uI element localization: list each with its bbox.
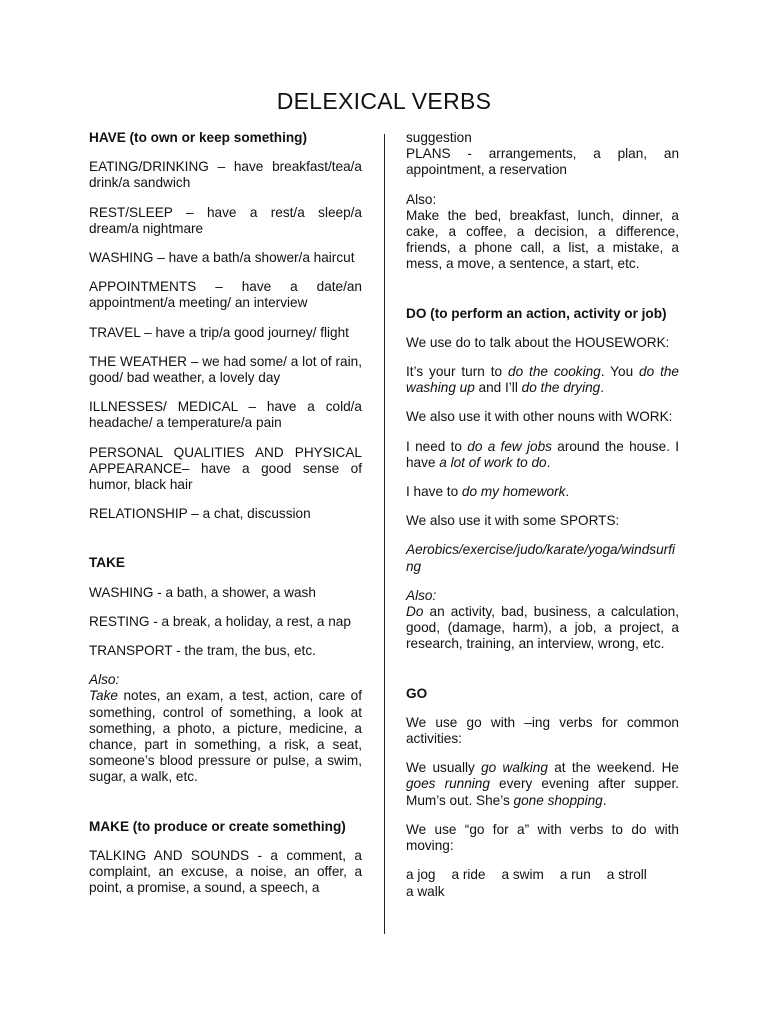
take-heading: TAKE	[89, 555, 125, 571]
have-item: EATING/DRINKING – have breakfast/tea/a drink/a sandwich	[89, 159, 362, 191]
go-intro: We use go with –ing verbs for common activities:	[406, 714, 679, 747]
go-word: a walk	[406, 883, 445, 899]
go-example: We usually go walking at the weekend. He goes running every evening after supper. Mum’s out. She’s gone shopping.	[406, 760, 679, 808]
do-work: We also use it with other nouns with WORK:	[406, 409, 673, 425]
column-divider	[384, 134, 385, 934]
do-also-text: Do an activity, bad, business, a calculation, good, (damage, harm), a job, a project, a research, training, an interview, wrong, etc.	[406, 604, 679, 652]
take-item: WASHING - a bath, a shower, a wash	[89, 584, 316, 600]
make-plans: PLANS - arrangements, a plan, an appointment, a reservation	[406, 146, 679, 178]
right-column	[406, 130, 679, 913]
go-word-list	[406, 867, 679, 899]
do-example-1: It’s your turn to do the cooking. You do the washing up and I’ll do the drying.	[406, 364, 679, 396]
do-sports: We also use it with some SPORTS:	[406, 513, 620, 529]
go-heading: GO	[406, 685, 428, 701]
go-word: a jog	[406, 867, 436, 883]
make-heading: MAKE (to produce or create something)	[89, 818, 346, 834]
have-heading: HAVE (to own or keep something)	[89, 130, 308, 145]
have-item: PERSONAL QUALITIES AND PHYSICAL APPEARANCE– have a good sense of humor, black hair	[89, 444, 362, 493]
go-for: We use “go for a” with verbs to do with moving:	[406, 821, 679, 854]
have-item: RELATIONSHIP – a chat, discussion	[89, 506, 311, 522]
take-also-label: Also:	[89, 672, 120, 688]
do-example-2: I need to do a few jobs around the house. I have a lot of work to do.	[406, 438, 679, 470]
page-title: DELEXICAL VERBS	[276, 88, 492, 114]
do-also-label: Also:	[406, 587, 437, 603]
have-item: ILLNESSES/ MEDICAL – have a cold/a headache/ a temperature/a pain	[89, 399, 362, 431]
take-item: TRANSPORT - the tram, the bus, etc.	[89, 643, 316, 659]
make-item: TALKING AND SOUNDS - a comment, a complaint, an excuse, a noise, an offer, a point, a promise, a sound, a speech, a	[89, 847, 362, 896]
go-word: a ride	[451, 867, 486, 883]
make-also-label: Also:	[406, 191, 437, 207]
have-item: REST/SLEEP – have a rest/a sleep/a dream/a nightmare	[89, 204, 362, 236]
take-also-text: Take notes, an exam, a test, action, care of something, control of something, a look at something, a photo, a picture, medicine, a chance, part in something, a risk, a seat, someone’s blood pressure or pulse, a swim, sugar, a walk, etc.	[89, 688, 362, 785]
do-example-3: I have to do my homework.	[406, 484, 570, 500]
go-word: a swim	[501, 867, 544, 883]
do-sports-list: Aerobics/exercise/judo/karate/yoga/windsurfing	[406, 542, 675, 574]
make-continuation: suggestion	[406, 130, 472, 145]
do-housework: We use do to talk about the HOUSEWORK:	[406, 334, 670, 350]
go-word: a run	[559, 867, 591, 883]
have-item: APPOINTMENTS – have a date/an appointment/a meeting/ an interview	[89, 279, 362, 311]
make-also-text: Make the bed, breakfast, lunch, dinner, a cake, a coffee, a decision, a difference, friends, a phone call, a list, a mistake, a mess, a move, a sentence, a start, etc.	[406, 207, 679, 272]
have-item: WASHING – have a bath/a shower/a haircut	[89, 250, 355, 266]
go-word: a stroll	[606, 867, 647, 883]
take-item: RESTING - a break, a holiday, a rest, a nap	[89, 613, 351, 629]
left-column	[89, 130, 362, 910]
have-item: TRAVEL – have a trip/a good journey/ flight	[89, 324, 349, 340]
do-heading: DO (to perform an action, activity or job)	[406, 305, 667, 321]
have-item: THE WEATHER – we had some/ a lot of rain, good/ bad weather, a lovely day	[89, 353, 362, 386]
